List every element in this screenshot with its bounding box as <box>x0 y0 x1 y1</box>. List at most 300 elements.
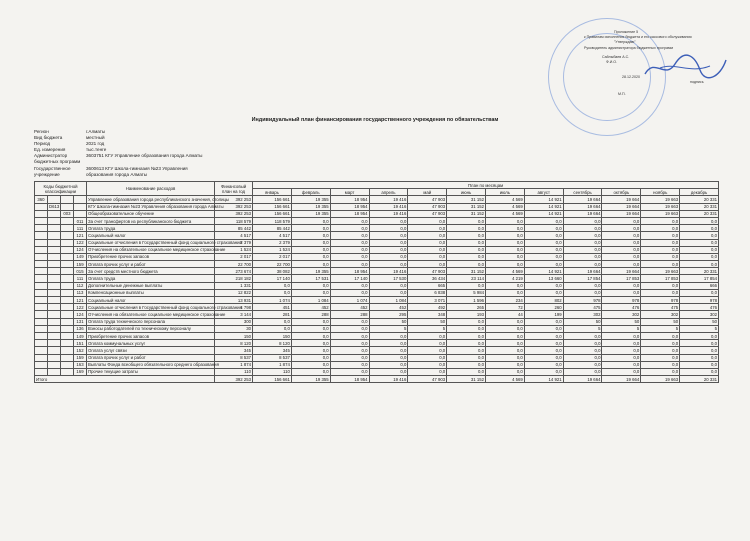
expense-name-cell: За счет трансфертов из республиканского бюджета <box>87 217 215 224</box>
month-value-cell: 302 <box>641 311 680 318</box>
month-value-cell: 0,0 <box>563 217 602 224</box>
table-row <box>35 196 719 203</box>
month-value-cell: 0,0 <box>447 217 486 224</box>
month-value-cell: 978 <box>680 297 719 304</box>
approval-line: "Утверждаю" <box>614 40 636 45</box>
month-value-cell: 0,0 <box>486 347 525 354</box>
expense-name-cell: Социальный налог <box>87 232 215 239</box>
annual-plan-cell: 12 822 <box>215 289 253 296</box>
month-value-cell: 110 <box>253 368 292 375</box>
expense-name-cell: Социальные отчисления в Государственный фонд социального страхования <box>88 304 242 310</box>
table-row <box>35 239 719 246</box>
header-months-group: План по месяцам <box>253 182 719 189</box>
month-value-cell: 0,0 <box>291 246 330 253</box>
month-value-cell: 1 874 <box>253 361 292 368</box>
month-value-cell: 0,0 <box>602 253 641 260</box>
code-cell <box>35 354 48 361</box>
header-row <box>35 182 719 189</box>
expense-name-cell: Оплата труда <box>87 275 215 282</box>
code-cell <box>35 253 48 260</box>
annual-plan-cell: 392 253 <box>215 210 253 217</box>
code-cell <box>61 354 74 361</box>
month-value-cell: 451 <box>253 304 292 311</box>
annual-plan-cell: 1 331 <box>215 282 253 289</box>
code-cell <box>35 311 48 318</box>
annual-plan-cell: 1 524 <box>215 246 253 253</box>
code-cell: 015 <box>74 268 87 275</box>
table-row <box>35 282 719 289</box>
month-value-cell: 0,0 <box>291 239 330 246</box>
month-value-cell: 50 <box>680 318 719 325</box>
meta-key: Регион <box>34 129 49 134</box>
annual-plan-cell: 218 182 <box>215 275 253 282</box>
table-row <box>35 368 719 375</box>
month-value-cell: 0,0 <box>330 318 369 325</box>
code-cell: 159 <box>74 261 87 268</box>
month-value-cell: 0,0 <box>369 332 408 339</box>
month-value-cell: 5 <box>641 325 680 332</box>
month-value-cell: 0,0 <box>369 354 408 361</box>
code-cell <box>61 275 74 282</box>
month-value-cell: 0,0 <box>602 347 641 354</box>
meta-value: 2021 год <box>86 141 105 147</box>
approval-line: Руководитель администратора бюджетных программ <box>584 45 673 50</box>
code-cell <box>35 239 48 246</box>
expense-name-cell: Взносы работодателей по техническому персоналу <box>87 325 215 332</box>
total-row <box>35 376 719 383</box>
code-cell <box>61 232 74 239</box>
month-value-cell: 0,0 <box>447 368 486 375</box>
month-value-cell: 0,0 <box>486 325 525 332</box>
month-value-cell: 0,0 <box>680 261 719 268</box>
month-value-cell: 0,0 <box>408 239 447 246</box>
month-value-cell: 452 <box>291 304 330 311</box>
month-value-cell: 0,0 <box>408 340 447 347</box>
month-value-cell: 18 954 <box>330 203 369 210</box>
month-value-cell: 19 416 <box>369 210 408 217</box>
month-value-cell: 0,0 <box>408 354 447 361</box>
month-value-cell: 156 661 <box>253 196 292 203</box>
month-value-cell: 0,0 <box>447 354 486 361</box>
month-value-cell: 0,0 <box>641 368 680 375</box>
month-value-cell: 0,0 <box>641 225 680 232</box>
code-cell: 136 <box>74 325 87 332</box>
month-value-cell: 0,0 <box>602 232 641 239</box>
code-cell: 152 <box>74 347 87 354</box>
month-value-cell: 0,0 <box>291 261 330 268</box>
meta-key: Период <box>34 141 51 147</box>
month-value-cell: 1 524 <box>253 246 292 253</box>
code-cell: D613 <box>49 204 60 210</box>
total-plan-cell: 392 253 <box>215 376 253 383</box>
expense-name-cell: Отчисления на обязательное социальное медицинское страхование <box>88 311 226 317</box>
meta-value: 3600613 КГУ Школа-гимназия №23 Управления образования города Алматы <box>86 165 188 177</box>
month-value-cell: 0,0 <box>680 246 719 253</box>
month-value-cell: 0,0 <box>486 261 525 268</box>
month-value-cell: 1 084 <box>369 297 408 304</box>
month-value-cell: 50 <box>369 318 408 325</box>
month-value-cell: 0,0 <box>641 340 680 347</box>
month-value-cell: 2 379 <box>253 239 292 246</box>
code-cell <box>35 332 48 339</box>
code-cell <box>48 246 61 253</box>
month-value-cell: 0,0 <box>602 368 641 375</box>
meta-value: тыс.тенге <box>86 147 107 153</box>
table-row <box>35 275 719 282</box>
month-value-cell: 150 <box>253 332 292 339</box>
expense-name-cell: Оплата коммунальных услуг <box>87 340 215 347</box>
total-month-cell: 14 921 <box>524 376 563 383</box>
header-month: август <box>524 189 563 196</box>
month-value-cell: 0,0 <box>291 289 330 296</box>
month-value-cell: 265 <box>447 304 486 311</box>
table-row <box>35 354 719 361</box>
annual-plan-cell: 110 <box>215 368 253 375</box>
header-month: сентябрь <box>563 189 602 196</box>
month-value-cell: 0,0 <box>602 354 641 361</box>
code-cell <box>48 311 61 318</box>
month-value-cell: 345 <box>253 347 292 354</box>
month-value-cell: 0,0 <box>641 282 680 289</box>
annual-plan-cell: 300 <box>215 318 253 325</box>
code-cell: 122 <box>74 239 87 246</box>
month-value-cell: 4 517 <box>253 232 292 239</box>
month-value-cell: 0,0 <box>369 347 408 354</box>
month-value-cell: 0,0 <box>602 239 641 246</box>
table-row <box>35 340 719 347</box>
code-cell <box>61 304 74 311</box>
code-cell <box>61 368 74 375</box>
month-value-cell: 0,0 <box>253 318 292 325</box>
code-cell <box>35 318 48 325</box>
month-value-cell: 0,0 <box>369 368 408 375</box>
month-value-cell: 156 661 <box>253 203 292 210</box>
expense-name-cell: Выплаты Фонда всеобщего обязательного среднего образования <box>88 362 219 368</box>
month-value-cell: 0,0 <box>330 368 369 375</box>
month-value-cell: 0,0 <box>486 289 525 296</box>
month-value-cell: 44 <box>486 311 525 318</box>
month-value-cell: 1 084 <box>291 297 330 304</box>
month-value-cell: 0,0 <box>641 246 680 253</box>
month-value-cell: 0,0 <box>524 318 563 325</box>
expense-name-cell: Оплата услуг связи <box>87 347 215 354</box>
month-value-cell: 0,0 <box>369 361 408 368</box>
month-value-cell: 476 <box>602 304 641 311</box>
month-value-cell: 0,0 <box>524 332 563 339</box>
month-value-cell: 348 <box>408 311 447 318</box>
month-value-cell: 36 434 <box>408 275 447 282</box>
code-cell <box>35 347 48 354</box>
month-value-cell: 0,0 <box>524 282 563 289</box>
month-value-cell: 19 664 <box>563 210 602 217</box>
table-row <box>35 347 719 354</box>
code-cell <box>48 253 61 260</box>
code-cell <box>48 268 61 275</box>
month-value-cell: 18 954 <box>330 196 369 203</box>
code-cell <box>35 210 48 217</box>
code-cell <box>48 239 61 246</box>
month-value-cell: 0,0 <box>524 340 563 347</box>
code-cell <box>61 311 74 318</box>
month-value-cell: 0,0 <box>447 225 486 232</box>
approval-line: к Правилам исполнения бюджета и его кассового обслуживания <box>584 35 692 40</box>
month-value-cell: 0,0 <box>602 246 641 253</box>
month-value-cell: 0,0 <box>486 253 525 260</box>
code-cell <box>61 261 74 268</box>
annual-plan-cell: 4 798 <box>215 304 253 311</box>
month-value-cell: 0,0 <box>330 261 369 268</box>
month-value-cell: 0,0 <box>602 261 641 268</box>
month-value-cell: 5 <box>408 325 447 332</box>
month-value-cell: 978 <box>641 297 680 304</box>
month-value-cell: 0,0 <box>447 253 486 260</box>
month-value-cell: 0,0 <box>563 347 602 354</box>
approval-line: Приложение 5 <box>614 30 639 34</box>
month-value-cell: 0,0 <box>447 261 486 268</box>
month-value-cell: 72 <box>486 304 525 311</box>
code-cell <box>48 332 61 339</box>
month-value-cell: 0,0 <box>641 332 680 339</box>
header-month: февраль <box>291 189 330 196</box>
header-codes: Коды бюджетной классификации <box>35 182 87 196</box>
month-value-cell: 0,0 <box>447 340 486 347</box>
approval-line: 28.12.2020 <box>622 75 640 80</box>
code-cell <box>35 275 48 282</box>
month-value-cell: 0,0 <box>447 347 486 354</box>
month-value-cell: 0,0 <box>291 282 330 289</box>
month-value-cell: 0,0 <box>641 361 680 368</box>
expense-name-cell: Управление образования города республиканского значения, столицы <box>88 196 230 202</box>
code-cell <box>35 325 48 332</box>
month-value-cell: 5 <box>563 325 602 332</box>
code-cell <box>48 282 61 289</box>
month-value-cell: 19 663 <box>641 210 680 217</box>
code-cell <box>61 340 74 347</box>
month-value-cell: 31 152 <box>447 203 486 210</box>
expense-name-cell: За счет средств местного бюджета <box>87 268 215 275</box>
month-value-cell: 0,0 <box>486 340 525 347</box>
month-value-cell: 0,0 <box>524 354 563 361</box>
month-value-cell: 18 954 <box>330 210 369 217</box>
month-value-cell: 0,0 <box>291 332 330 339</box>
month-value-cell: 0,0 <box>447 239 486 246</box>
code-cell <box>48 232 61 239</box>
month-value-cell: 0,0 <box>408 332 447 339</box>
month-value-cell: 19 664 <box>602 203 641 210</box>
code-cell: 111 <box>74 225 87 232</box>
meta-key: Государственное учреждение <box>34 165 71 177</box>
month-value-cell: 0,0 <box>330 361 369 368</box>
meta-key: Администратор бюджетных программ <box>34 153 81 165</box>
month-value-cell: 0,0 <box>253 289 292 296</box>
table-row <box>35 246 719 253</box>
code-cell <box>35 289 48 296</box>
code-cell <box>48 304 61 311</box>
table-row <box>35 217 719 224</box>
month-value-cell: 19 664 <box>602 210 641 217</box>
expense-name-cell: Оплата прочих услуг и работ <box>87 354 215 361</box>
month-value-cell: 4 569 <box>486 203 525 210</box>
month-value-cell: 288 <box>330 311 369 318</box>
month-value-cell: 978 <box>563 297 602 304</box>
table-row <box>35 361 719 368</box>
month-value-cell: 17 140 <box>330 275 369 282</box>
table-row <box>35 289 719 296</box>
total-month-cell: 47 903 <box>408 376 447 383</box>
code-cell: 149 <box>74 332 87 339</box>
financing-plan-table <box>34 181 719 383</box>
month-value-cell: 0,0 <box>641 354 680 361</box>
code-cell <box>48 368 61 375</box>
code-cell <box>61 289 74 296</box>
expense-name-cell: Оплата прочих услуг и работ <box>87 261 215 268</box>
month-value-cell: 8 120 <box>253 340 292 347</box>
month-value-cell: 0,0 <box>330 253 369 260</box>
month-value-cell: 18 954 <box>330 268 369 275</box>
meta-key: Вид бюджета <box>34 135 63 141</box>
annual-plan-cell: 2 017 <box>215 253 253 260</box>
month-value-cell: 0,0 <box>486 225 525 232</box>
total-month-cell: 19 355 <box>291 376 330 383</box>
code-cell: 121 <box>74 297 87 304</box>
annual-plan-cell: 150 <box>215 332 253 339</box>
month-value-cell: 0,0 <box>369 217 408 224</box>
expense-name-cell: Социальный налог <box>87 297 215 304</box>
header-month: ноябрь <box>641 189 680 196</box>
month-value-cell: 50 <box>408 318 447 325</box>
code-cell: 159 <box>74 354 87 361</box>
month-value-cell: 22 700 <box>253 261 292 268</box>
month-value-cell: 17 853 <box>641 275 680 282</box>
month-value-cell: 0,0 <box>291 325 330 332</box>
month-value-cell: 0,0 <box>408 225 447 232</box>
month-value-cell: 19 355 <box>291 210 330 217</box>
annual-plan-cell: 13 931 <box>215 297 253 304</box>
month-value-cell: 492 <box>408 304 447 311</box>
month-value-cell: 199 <box>524 311 563 318</box>
month-value-cell: 0,0 <box>330 340 369 347</box>
month-value-cell: 0,0 <box>447 318 486 325</box>
month-value-cell: 0,0 <box>524 325 563 332</box>
month-value-cell: 0,0 <box>330 332 369 339</box>
month-value-cell: 0,0 <box>524 368 563 375</box>
month-value-cell: 14 921 <box>524 268 563 275</box>
month-value-cell: 47 903 <box>408 203 447 210</box>
code-cell: 360 <box>35 196 48 203</box>
expense-name-cell: Приобретение прочих запасов <box>87 253 215 260</box>
month-value-cell: 0,0 <box>524 361 563 368</box>
code-cell <box>48 354 61 361</box>
header-name: Наименование расходов <box>87 182 215 196</box>
month-value-cell: 31 152 <box>447 268 486 275</box>
code-cell <box>74 196 87 203</box>
code-cell: 113 <box>74 289 87 296</box>
month-value-cell: 19 664 <box>563 268 602 275</box>
header-month: декабрь <box>680 189 719 196</box>
code-cell <box>48 297 61 304</box>
code-cell <box>61 246 74 253</box>
code-cell <box>35 225 48 232</box>
month-value-cell: 302 <box>563 311 602 318</box>
month-value-cell: 0,0 <box>563 340 602 347</box>
month-value-cell: 802 <box>524 297 563 304</box>
annual-plan-cell: 4 517 <box>215 232 253 239</box>
meta-key: Ед. измерения <box>34 147 66 153</box>
code-cell <box>61 325 74 332</box>
code-cell: 121 <box>74 232 87 239</box>
month-value-cell: 1 074 <box>253 297 292 304</box>
code-cell: 124 <box>74 246 87 253</box>
expense-name-cell: Оплата труда технического персонала <box>87 318 215 325</box>
header-month: июль <box>486 189 525 196</box>
code-cell <box>48 217 61 224</box>
month-value-cell: 0,0 <box>563 368 602 375</box>
month-value-cell: 0,0 <box>680 354 719 361</box>
code-cell <box>61 203 74 210</box>
code-cell <box>61 332 74 339</box>
expense-name-cell: Компенсационные выплаты <box>87 289 215 296</box>
table-row <box>35 253 719 260</box>
annual-plan-cell: 1 874 <box>215 361 253 368</box>
month-value-cell: 0,0 <box>524 239 563 246</box>
code-cell: 011 <box>74 217 87 224</box>
month-value-cell: 0,0 <box>330 325 369 332</box>
month-value-cell: 20 331 <box>680 196 719 203</box>
month-value-cell: 20 331 <box>680 203 719 210</box>
month-value-cell: 0,0 <box>563 282 602 289</box>
meta-value: г.Алматы <box>86 129 106 134</box>
annual-plan-cell: 3 144 <box>215 311 253 318</box>
month-value-cell: 1 074 <box>330 297 369 304</box>
month-value-cell: 0,0 <box>680 225 719 232</box>
month-value-cell: 0,0 <box>486 217 525 224</box>
month-value-cell: 0,0 <box>330 354 369 361</box>
month-value-cell: 38 082 <box>253 268 292 275</box>
code-cell <box>35 340 48 347</box>
total-month-cell: 19 416 <box>369 376 408 383</box>
document-title: Индивидуальный план финансирования государственного учреждения по обязательствам <box>251 117 499 123</box>
month-value-cell: 452 <box>330 304 369 311</box>
month-value-cell: 4 219 <box>486 275 525 282</box>
month-value-cell: 0,0 <box>524 217 563 224</box>
code-cell <box>48 347 61 354</box>
month-value-cell: 0,0 <box>486 354 525 361</box>
month-value-cell: 0,0 <box>602 289 641 296</box>
month-value-cell: 4 569 <box>486 196 525 203</box>
total-month-cell: 31 152 <box>447 376 486 383</box>
code-cell <box>61 361 74 368</box>
month-value-cell: 0,0 <box>486 232 525 239</box>
month-value-cell: 0,0 <box>641 289 680 296</box>
month-value-cell: 0,0 <box>408 232 447 239</box>
month-value-cell: 50 <box>602 318 641 325</box>
month-value-cell: 47 903 <box>408 210 447 217</box>
code-cell <box>35 217 48 224</box>
month-value-cell: 19 664 <box>602 196 641 203</box>
code-cell: 163 <box>74 361 87 368</box>
meta-row <box>34 166 216 178</box>
table-row <box>35 268 719 275</box>
month-value-cell: 0,0 <box>369 232 408 239</box>
total-month-cell: 156 661 <box>253 376 292 383</box>
month-value-cell: 19 416 <box>369 196 408 203</box>
code-cell <box>61 225 74 232</box>
total-label: Итого <box>35 376 215 383</box>
month-value-cell: 0,0 <box>369 340 408 347</box>
code-cell: 124 <box>74 311 87 318</box>
code-cell <box>35 232 48 239</box>
month-value-cell: 19 416 <box>369 268 408 275</box>
